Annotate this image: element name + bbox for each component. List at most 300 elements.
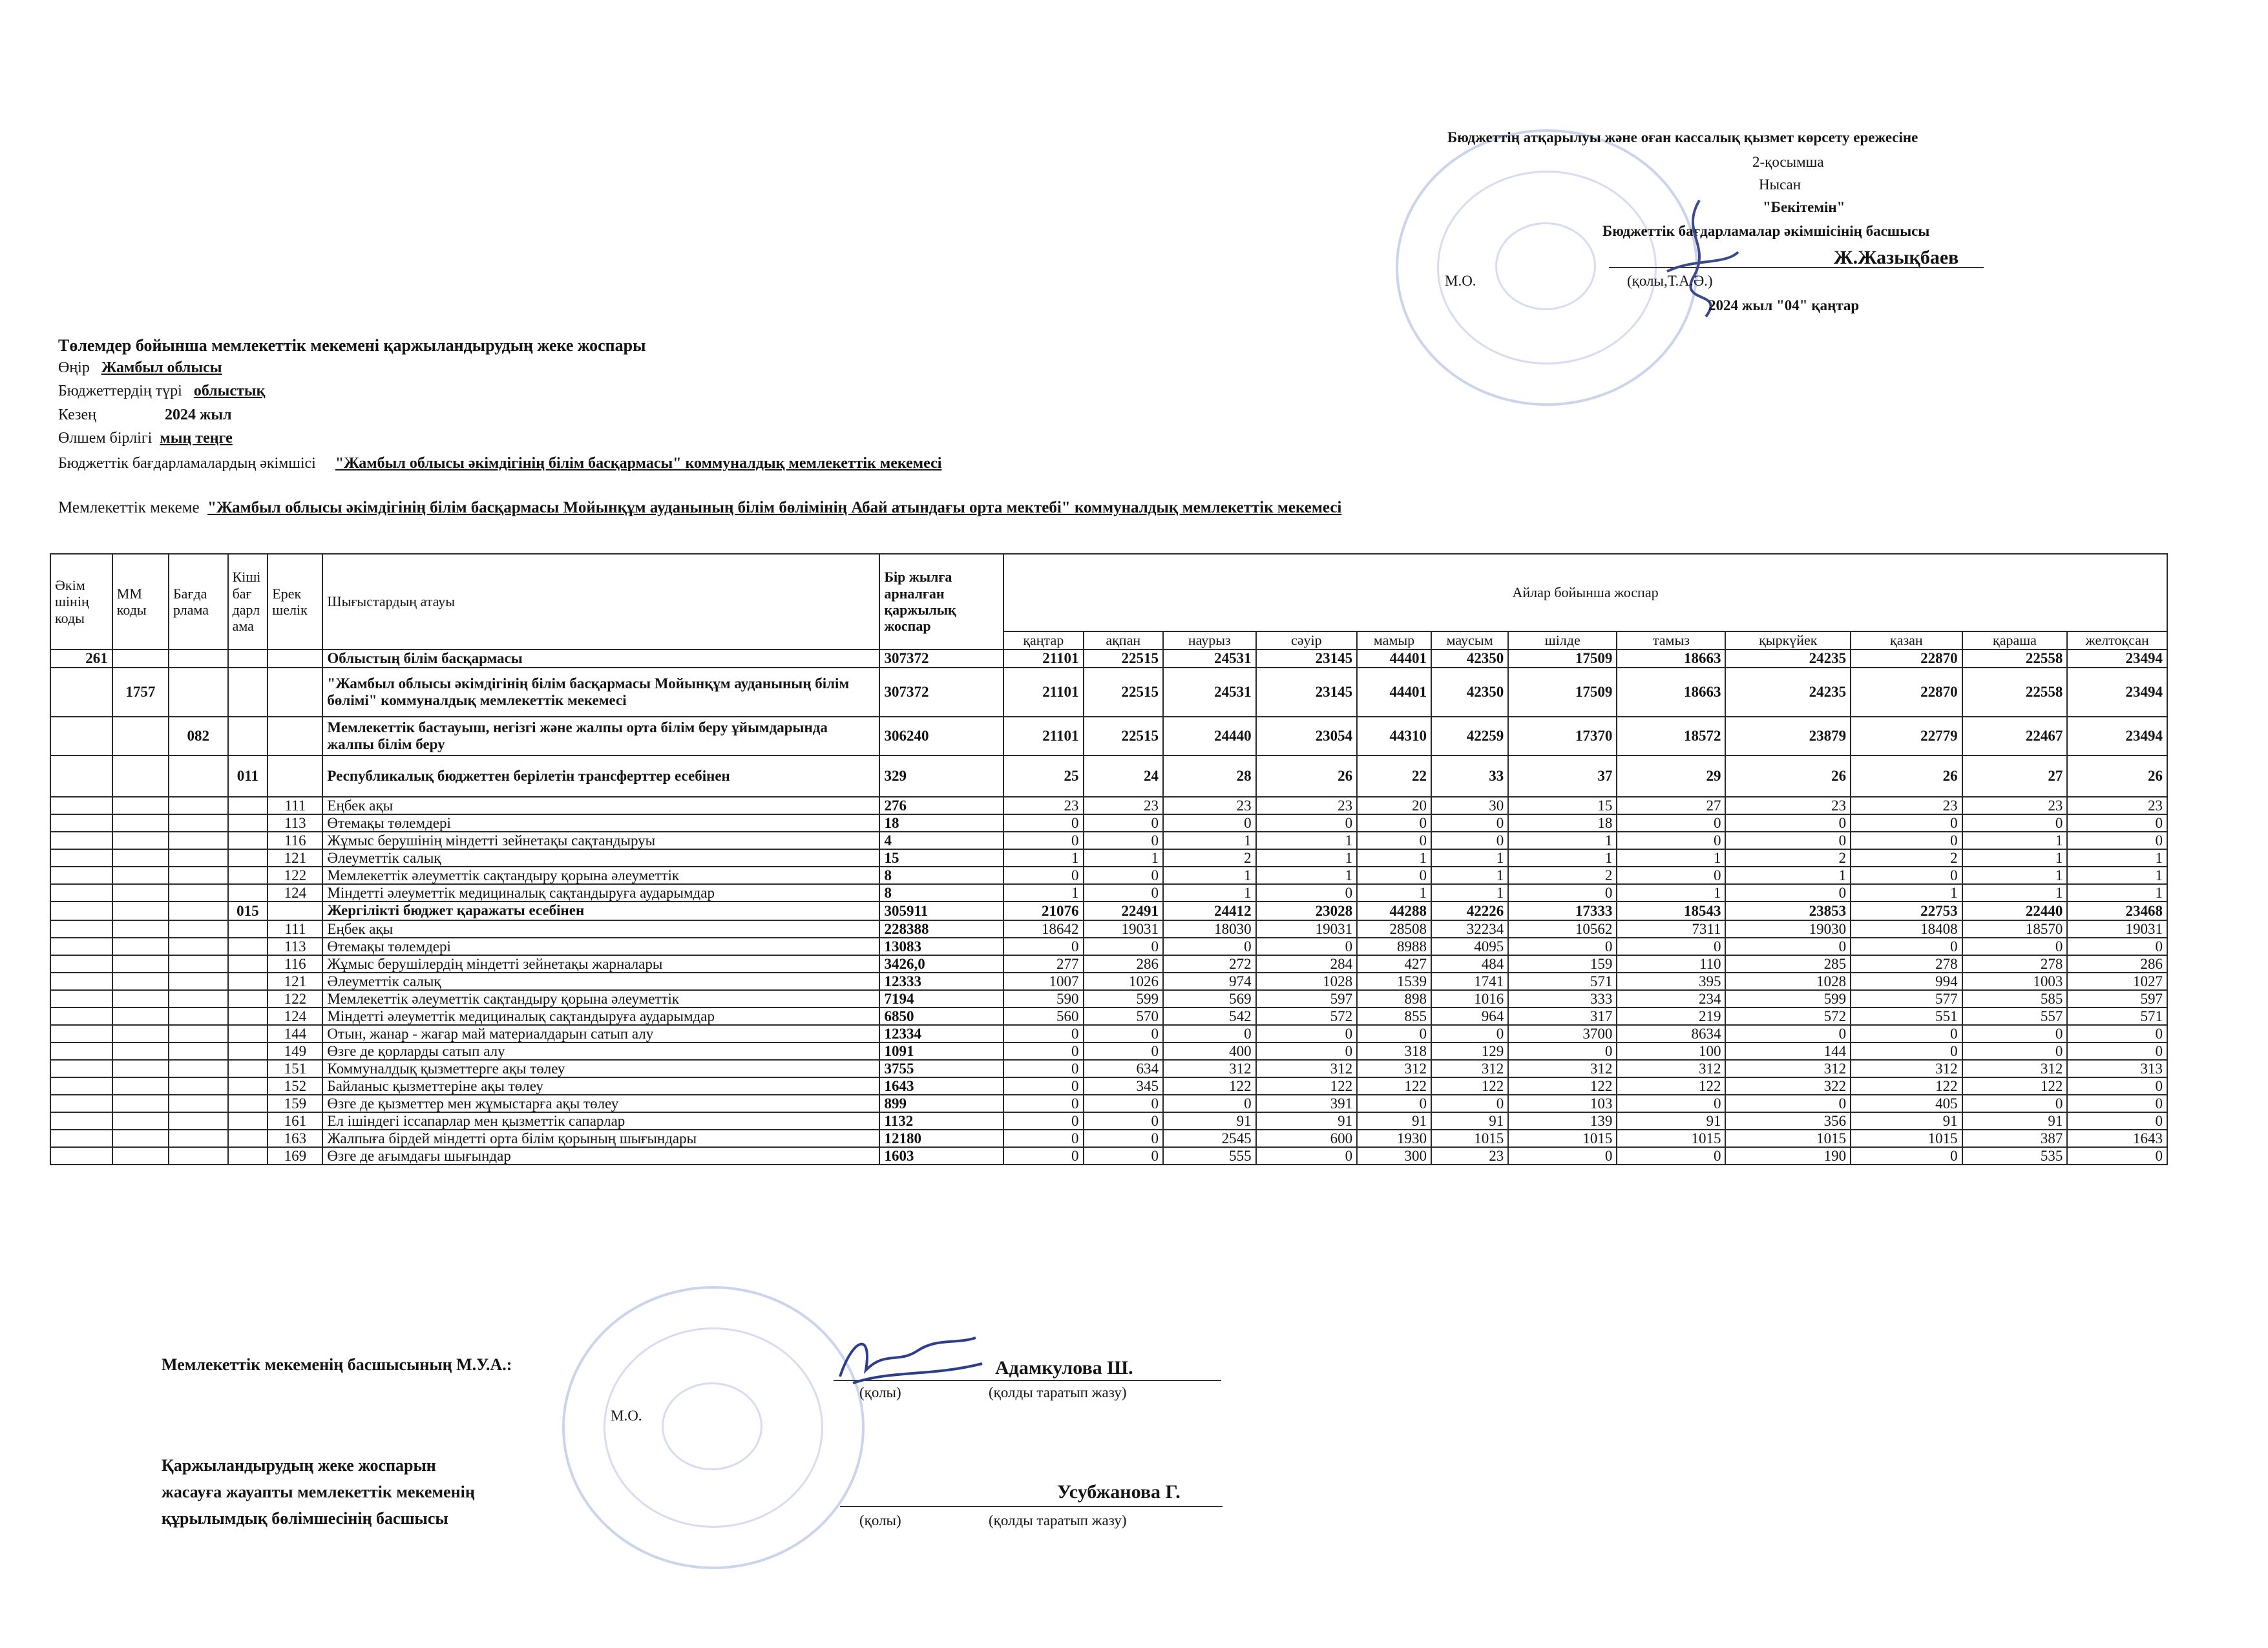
table-row (50, 849, 2167, 867)
table-row (50, 938, 2167, 955)
cell-month-value: 0 (1851, 1025, 1962, 1042)
cell-month-value: 317 (1508, 1008, 1617, 1025)
cell-program-code: 082 (169, 717, 228, 755)
prep-name: Усубжанова Г. (1057, 1481, 1181, 1503)
unit-label: Өлшем бірлігі (58, 430, 152, 447)
cell-month-value: 24412 (1163, 902, 1256, 920)
cell-month-value: 599 (1725, 990, 1851, 1008)
cell-month-value: 129 (1431, 1042, 1508, 1060)
cell-month-value: 0 (1431, 1095, 1508, 1112)
col-mm-code: ММ коды (112, 554, 169, 650)
cell-admin-code: 261 (50, 650, 112, 668)
cell-month-value: 17333 (1508, 902, 1617, 920)
cell-month-value: 400 (1163, 1042, 1256, 1060)
cell-month-value: 2 (1851, 849, 1962, 867)
cell-subprogram-code (228, 1025, 268, 1042)
cell-month-value: 44288 (1357, 902, 1431, 920)
cell-month-value: 18572 (1617, 717, 1725, 755)
cell-mm-code (112, 814, 169, 832)
cell-month-value: 0 (1725, 832, 1851, 849)
cell-month-value: 91 (1357, 1112, 1431, 1130)
cell-admin-code (50, 955, 112, 973)
cell-expense-name: Міндетті әлеуметтік медициналық сақтандыруға аударымдар (322, 884, 879, 902)
cell-expense-name: Байланыс қызметтеріне ақы төлеу (322, 1077, 879, 1095)
cell-admin-code (50, 1112, 112, 1130)
cell-admin-code (50, 1042, 112, 1060)
table-row (50, 902, 2167, 920)
cell-month-value: 278 (1962, 955, 2068, 973)
cell-month-value: 0 (1084, 1112, 1163, 1130)
cell-month-value: 0 (1962, 1042, 2068, 1060)
unit-value: мың теңге (160, 430, 233, 447)
cell-mm-code (112, 1008, 169, 1025)
cell-specific-code: 113 (268, 938, 322, 955)
cell-expense-name: Отын, жанар - жағар май материалдарын сатып алу (322, 1025, 879, 1042)
cell-month-value: 91 (1962, 1112, 2068, 1130)
cell-month-value: 0 (2067, 832, 2167, 849)
cell-month-value: 1 (1256, 849, 1357, 867)
cell-month-value: 28508 (1357, 920, 1431, 938)
cell-month-value: 27 (1617, 797, 1725, 814)
cell-mm-code (112, 1095, 169, 1112)
cell-month-value: 0 (1256, 938, 1357, 955)
cell-mm-code (112, 884, 169, 902)
cell-mm-code (112, 902, 169, 920)
cell-month-value: 0 (1508, 1147, 1617, 1165)
cell-program-code (169, 920, 228, 938)
rules-title: Бюджеттің атқарылуы және оған кассалық қызмет көрсету ережесіне (1447, 129, 1918, 145)
cell-month-value: 0 (1508, 1042, 1617, 1060)
table-row (50, 650, 2167, 668)
cell-month-value: 0 (1003, 1130, 1083, 1147)
cell-month-value: 0 (1962, 938, 2068, 955)
cell-month-value: 313 (2067, 1060, 2167, 1077)
cell-month-value: 24 (1084, 755, 1163, 797)
cell-month-value: 1015 (1508, 1130, 1617, 1147)
cell-annual-total: 899 (879, 1095, 1003, 1112)
cell-month-value: 122 (1617, 1077, 1725, 1095)
cell-month-value: 17509 (1508, 650, 1617, 668)
cell-annual-total: 8 (879, 867, 1003, 884)
cell-month-value: 1028 (1725, 973, 1851, 990)
cell-month-value: 23879 (1725, 717, 1851, 755)
cell-month-value: 0 (1357, 832, 1431, 849)
cell-expense-name: Ел ішіндегі іссапарлар мен қызметтік сапарлар (322, 1112, 879, 1130)
cell-month-value: 23 (1431, 1147, 1508, 1165)
cell-month-value: 1 (1003, 849, 1083, 867)
table-row (50, 955, 2167, 973)
admin-head-title: Бюджеттік бағдарламалар әкімшісінің басшысы (1602, 223, 1930, 239)
cell-month-value: 15 (1508, 797, 1617, 814)
cell-month-value: 1 (1617, 849, 1725, 867)
cell-month-value: 91 (1256, 1112, 1357, 1130)
cell-month-value: 0 (1617, 1095, 1725, 1112)
cell-month-value: 0 (1725, 1095, 1851, 1112)
table-row (50, 1112, 2167, 1130)
cell-annual-total: 276 (879, 797, 1003, 814)
cell-admin-code (50, 884, 112, 902)
cell-month-value: 0 (1357, 1095, 1431, 1112)
cell-specific-code: 159 (268, 1095, 322, 1112)
cell-month-value: 1028 (1256, 973, 1357, 990)
table-row (50, 755, 2167, 797)
head-decode-hint: (қолды таратып жазу) (989, 1384, 1127, 1400)
cell-month-value: 1 (1431, 867, 1508, 884)
cell-month-value: 964 (1431, 1008, 1508, 1025)
budget-type-label: Бюджеттердің түрі (58, 383, 182, 399)
cell-month-value: 278 (1851, 955, 1962, 973)
cell-program-code (169, 973, 228, 990)
admin-name: Ж.Жазықбаев (1834, 247, 1959, 268)
cell-month-value: 24235 (1725, 650, 1851, 668)
cell-month-value: 0 (1084, 938, 1163, 955)
cell-month-value: 23494 (2067, 668, 2167, 717)
table-row (50, 1077, 2167, 1095)
cell-month-value: 103 (1508, 1095, 1617, 1112)
table-row (50, 717, 2167, 755)
cell-month-value: 0 (1357, 867, 1431, 884)
cell-month-value: 144 (1725, 1042, 1851, 1060)
cell-month-value: 0 (2067, 1095, 2167, 1112)
cell-subprogram-code: 011 (228, 755, 268, 797)
cell-month-value: 23054 (1256, 717, 1357, 755)
cell-month-value: 318 (1357, 1042, 1431, 1060)
cell-month-value: 21076 (1003, 902, 1083, 920)
cell-month-value: 0 (1431, 832, 1508, 849)
cell-subprogram-code (228, 920, 268, 938)
cell-month-value: 19030 (1725, 920, 1851, 938)
cell-month-value: 110 (1617, 955, 1725, 973)
cell-month-value: 1015 (1617, 1130, 1725, 1147)
cell-month-value: 312 (1617, 1060, 1725, 1077)
cell-month-value: 1027 (2067, 973, 2167, 990)
cell-month-value: 333 (1508, 990, 1617, 1008)
col-month-6: шілде (1508, 631, 1617, 650)
cell-annual-total: 12333 (879, 973, 1003, 990)
cell-month-value: 100 (1617, 1042, 1725, 1060)
cell-annual-total: 1091 (879, 1042, 1003, 1060)
cell-month-value: 0 (1508, 938, 1617, 955)
cell-month-value: 42226 (1431, 902, 1508, 920)
table-row (50, 832, 2167, 849)
col-monthly-group: Айлар бойынша жоспар (1003, 554, 2167, 631)
col-expense-name: Шығыстардың атауы (322, 554, 879, 650)
col-month-1: ақпан (1084, 631, 1163, 650)
cell-expense-name: Мемлекеттік бастауыш, негізгі және жалпы орта білім беру ұйымдарында жалпы білім беру (322, 717, 879, 755)
cell-month-value: 42350 (1431, 668, 1508, 717)
prep-signature-line (840, 1506, 1223, 1507)
cell-month-value: 577 (1851, 990, 1962, 1008)
cell-month-value: 0 (1851, 1042, 1962, 1060)
cell-month-value: 23494 (2067, 650, 2167, 668)
cell-specific-code: 121 (268, 973, 322, 990)
budget-type-value: облыстық (193, 383, 266, 399)
cell-month-value: 599 (1084, 990, 1163, 1008)
cell-month-value: 0 (1725, 814, 1851, 832)
cell-month-value: 0 (1617, 1147, 1725, 1165)
table-row (50, 920, 2167, 938)
table-row (50, 1147, 2167, 1165)
appendix-label: 2-қосымша (1752, 154, 1824, 170)
cell-month-value: 122 (1357, 1077, 1431, 1095)
cell-month-value: 1 (1962, 884, 2068, 902)
head-name: Адамкулова Ш. (995, 1357, 1133, 1379)
cell-month-value: 234 (1617, 990, 1725, 1008)
cell-specific-code: 144 (268, 1025, 322, 1042)
cell-month-value: 387 (1962, 1130, 2068, 1147)
cell-month-value: 1 (2067, 849, 2167, 867)
table-row (50, 1130, 2167, 1147)
cell-month-value: 28 (1163, 755, 1256, 797)
cell-subprogram-code (228, 1060, 268, 1077)
cell-month-value: 1741 (1431, 973, 1508, 990)
cell-month-value: 1 (1431, 849, 1508, 867)
cell-month-value: 18543 (1617, 902, 1725, 920)
cell-mm-code (112, 797, 169, 814)
cell-expense-name: "Жамбыл облысы әкімдігінің білім басқармасы Мойынқұм ауданының білім бөлімі" коммуналдық мемлекеттік мекемесі (322, 668, 879, 717)
cell-specific-code (268, 902, 322, 920)
cell-month-value: 21101 (1003, 650, 1083, 668)
period-label: Кезең (58, 407, 97, 423)
cell-admin-code (50, 1025, 112, 1042)
cell-specific-code: 111 (268, 797, 322, 814)
cell-annual-total: 307372 (879, 668, 1003, 717)
cell-expense-name: Облыстың білім басқармасы (322, 650, 879, 668)
cell-month-value: 1 (1508, 832, 1617, 849)
cell-admin-code (50, 990, 112, 1008)
cell-month-value: 585 (1962, 990, 2068, 1008)
cell-month-value: 0 (1357, 814, 1431, 832)
cell-subprogram-code (228, 1042, 268, 1060)
cell-month-value: 0 (2067, 1025, 2167, 1042)
cell-month-value: 44401 (1357, 650, 1431, 668)
cell-month-value: 26 (1851, 755, 1962, 797)
cell-mm-code (112, 920, 169, 938)
col-admin-code: Әкім шінің коды (50, 554, 112, 650)
cell-month-value: 122 (1163, 1077, 1256, 1095)
cell-month-value: 23468 (2067, 902, 2167, 920)
cell-program-code (169, 755, 228, 797)
cell-month-value: 23 (1256, 797, 1357, 814)
cell-subprogram-code (228, 990, 268, 1008)
col-month-5: маусым (1431, 631, 1508, 650)
cell-annual-total: 6850 (879, 1008, 1003, 1025)
table-row (50, 1060, 2167, 1077)
cell-month-value: 0 (1003, 814, 1083, 832)
cell-month-value: 2545 (1163, 1130, 1256, 1147)
cell-month-value: 0 (1962, 1025, 2068, 1042)
cell-subprogram-code (228, 867, 268, 884)
cell-month-value: 23 (1851, 797, 1962, 814)
cell-specific-code: 122 (268, 867, 322, 884)
cell-month-value: 23 (1003, 797, 1083, 814)
cell-expense-name: Коммуналдық қызметтерге ақы төлеу (322, 1060, 879, 1077)
cell-month-value: 560 (1003, 1008, 1083, 1025)
cell-mm-code (112, 849, 169, 867)
prep-decode-hint: (қолды таратып жазу) (989, 1512, 1127, 1528)
cell-month-value: 23 (1962, 797, 2068, 814)
cell-month-value: 23145 (1256, 668, 1357, 717)
col-program: Бағда рлама (169, 554, 228, 650)
cell-month-value: 1016 (1431, 990, 1508, 1008)
cell-month-value: 0 (1256, 814, 1357, 832)
cell-month-value: 0 (2067, 1112, 2167, 1130)
cell-mm-code (112, 1147, 169, 1165)
cell-expense-name: Жалпыға бірдей міндетті орта білім қорының шығындары (322, 1130, 879, 1147)
cell-annual-total: 306240 (879, 717, 1003, 755)
cell-month-value: 0 (1163, 1095, 1256, 1112)
cell-month-value: 0 (1851, 832, 1962, 849)
cell-subprogram-code (228, 650, 268, 668)
cell-month-value: 0 (1962, 1095, 2068, 1112)
cell-admin-code (50, 1077, 112, 1095)
cell-program-code (169, 650, 228, 668)
table-row (50, 814, 2167, 832)
admin-label: Бюджеттік бағдарламалардың әкімшісі (58, 455, 316, 472)
cell-month-value: 0 (1084, 1042, 1163, 1060)
cell-month-value: 1 (2067, 867, 2167, 884)
head-signature-mark (827, 1325, 995, 1396)
cell-month-value: 37 (1508, 755, 1617, 797)
cell-specific-code: 121 (268, 849, 322, 867)
cell-month-value: 312 (1163, 1060, 1256, 1077)
cell-mm-code (112, 1025, 169, 1042)
cell-month-value: 535 (1962, 1147, 2068, 1165)
cell-month-value: 0 (2067, 938, 2167, 955)
cell-month-value: 25 (1003, 755, 1083, 797)
cell-program-code (169, 902, 228, 920)
prep-label-1: Қаржыландырудың жеке жоспарын (162, 1456, 436, 1475)
cell-annual-total: 7194 (879, 990, 1003, 1008)
col-month-2: наурыз (1163, 631, 1256, 650)
cell-month-value: 18642 (1003, 920, 1083, 938)
cell-specific-code: 124 (268, 1008, 322, 1025)
cell-specific-code: 169 (268, 1147, 322, 1165)
cell-month-value: 322 (1725, 1077, 1851, 1095)
cell-month-value: 7311 (1617, 920, 1725, 938)
cell-month-value: 272 (1163, 955, 1256, 973)
cell-month-value: 22515 (1084, 668, 1163, 717)
cell-month-value: 27 (1962, 755, 2068, 797)
table-row (50, 884, 2167, 902)
cell-subprogram-code (228, 973, 268, 990)
cell-month-value: 190 (1725, 1147, 1851, 1165)
cell-month-value: 0 (1851, 1147, 1962, 1165)
head-label: Мемлекеттік мекеменің басшысының М.У.А.: (162, 1355, 512, 1374)
cell-subprogram-code (228, 938, 268, 955)
cell-month-value: 0 (1725, 938, 1851, 955)
cell-month-value: 0 (1431, 814, 1508, 832)
cell-program-code (169, 1025, 228, 1042)
cell-month-value: 634 (1084, 1060, 1163, 1077)
cell-month-value: 26 (1725, 755, 1851, 797)
cell-month-value: 22779 (1851, 717, 1962, 755)
table-row (50, 867, 2167, 884)
cell-annual-total: 1132 (879, 1112, 1003, 1130)
period-row (58, 407, 232, 424)
cell-month-value: 20 (1357, 797, 1431, 814)
cell-month-value: 24531 (1163, 650, 1256, 668)
cell-month-value: 1 (1851, 884, 1962, 902)
cell-month-value: 312 (1357, 1060, 1431, 1077)
cell-mm-code (112, 1077, 169, 1095)
cell-subprogram-code (228, 832, 268, 849)
cell-subprogram-code (228, 1095, 268, 1112)
cell-specific-code: 116 (268, 955, 322, 973)
cell-month-value: 484 (1431, 955, 1508, 973)
cell-specific-code: 151 (268, 1060, 322, 1077)
cell-subprogram-code (228, 1147, 268, 1165)
cell-month-value: 0 (2067, 1042, 2167, 1060)
cell-month-value: 0 (1084, 832, 1163, 849)
cell-admin-code (50, 938, 112, 955)
cell-expense-name: Өзге де қорларды сатып алу (322, 1042, 879, 1060)
cell-month-value: 0 (1851, 814, 1962, 832)
table-row (50, 990, 2167, 1008)
cell-admin-code (50, 1008, 112, 1025)
cell-month-value: 219 (1617, 1008, 1725, 1025)
cell-program-code (169, 884, 228, 902)
cell-month-value: 23 (1163, 797, 1256, 814)
cell-month-value: 0 (1256, 884, 1357, 902)
cell-month-value: 590 (1003, 990, 1083, 1008)
cell-expense-name: Жергілікті бюджет қаражаты есебінен (322, 902, 879, 920)
col-specific: Ерек шелік (268, 554, 322, 650)
prep-label-2: жасауға жауапты мемлекеттік мекеменің (162, 1483, 475, 1501)
cell-month-value: 17370 (1508, 717, 1617, 755)
cell-mm-code (112, 650, 169, 668)
col-month-4: мамыр (1357, 631, 1431, 650)
cell-program-code (169, 832, 228, 849)
cell-mm-code (112, 938, 169, 955)
cell-month-value: 23494 (2067, 717, 2167, 755)
cell-expense-name: Міндетті әлеуметтік медициналық сақтандыруға аударымдар (322, 1008, 879, 1025)
cell-specific-code: 163 (268, 1130, 322, 1147)
cell-specific-code: 113 (268, 814, 322, 832)
cell-month-value: 0 (2067, 1147, 2167, 1165)
cell-month-value: 572 (1725, 1008, 1851, 1025)
col-month-0: қаңтар (1003, 631, 1083, 650)
cell-month-value: 2 (1725, 849, 1851, 867)
cell-month-value: 0 (1617, 867, 1725, 884)
cell-expense-name: Мемлекеттік әлеуметтік сақтандыру қорына әлеуметтік (322, 867, 879, 884)
cell-subprogram-code (228, 797, 268, 814)
cell-specific-code: 152 (268, 1077, 322, 1095)
cell-program-code (169, 668, 228, 717)
table-row (50, 1095, 2167, 1112)
cell-subprogram-code: 015 (228, 902, 268, 920)
cell-month-value: 1007 (1003, 973, 1083, 990)
cell-month-value: 0 (1003, 1025, 1083, 1042)
cell-month-value: 0 (1256, 1147, 1357, 1165)
cell-admin-code (50, 668, 112, 717)
cell-month-value: 1 (1357, 884, 1431, 902)
cell-admin-code (50, 797, 112, 814)
cell-month-value: 572 (1256, 1008, 1357, 1025)
cell-annual-total: 1643 (879, 1077, 1003, 1095)
cell-month-value: 0 (1256, 1042, 1357, 1060)
cell-month-value: 0 (1084, 1130, 1163, 1147)
cell-month-value: 23 (1084, 797, 1163, 814)
admin-value: "Жамбыл облысы әкімдігінің білім басқармасы" коммуналдық мемлекеттік мекемесі (335, 455, 942, 472)
cell-month-value: 0 (1003, 867, 1083, 884)
cell-subprogram-code (228, 1130, 268, 1147)
cell-month-value: 0 (1256, 1025, 1357, 1042)
cell-admin-code (50, 814, 112, 832)
cell-month-value: 571 (2067, 1008, 2167, 1025)
cell-mm-code (112, 1042, 169, 1060)
cell-annual-total: 228388 (879, 920, 1003, 938)
